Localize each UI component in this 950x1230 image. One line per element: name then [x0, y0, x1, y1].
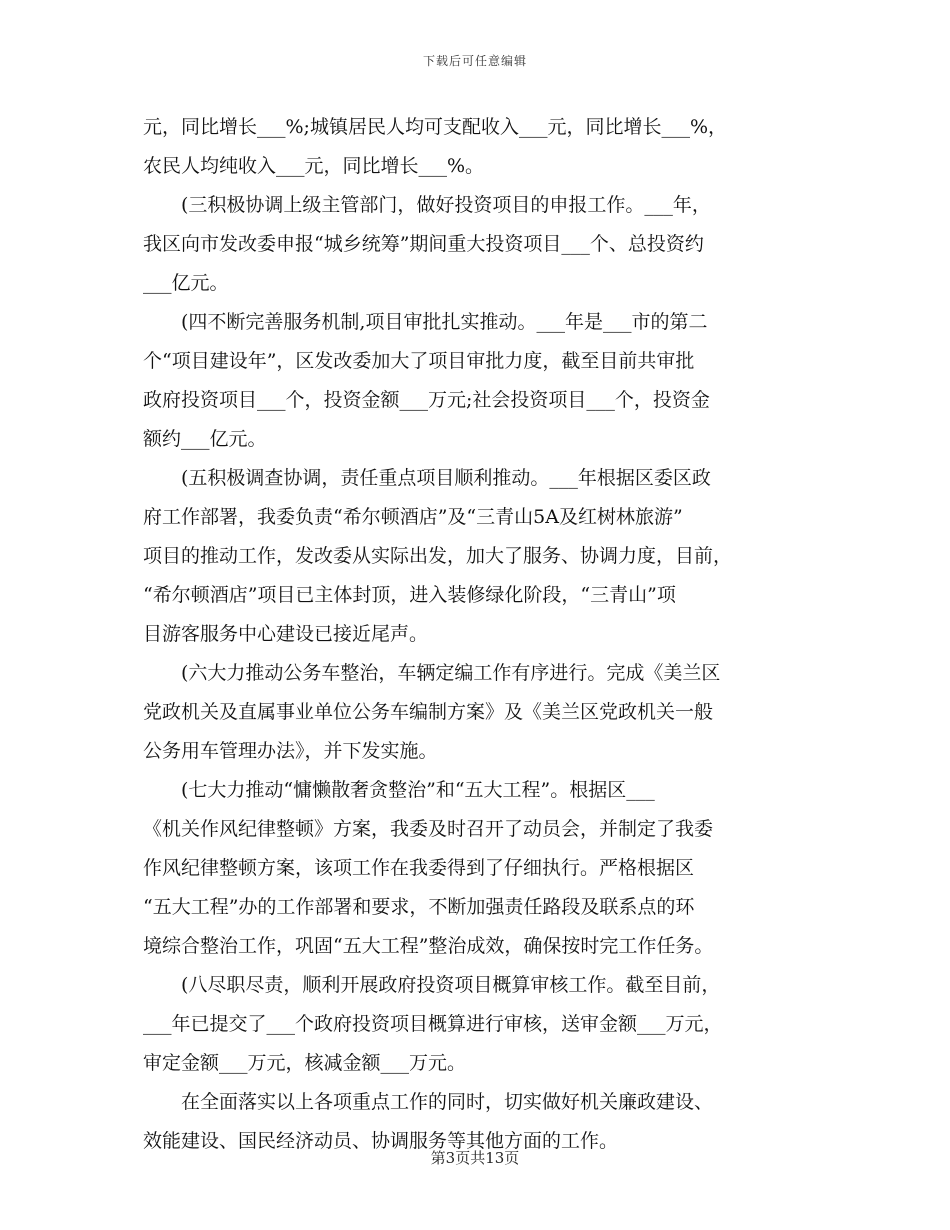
text-line: “希尔顿酒店”项目已主体封顶，进入装修绿化阶段，“三青山”项 [143, 584, 676, 606]
text-line: 在全面落实以上各项重点工作的同时，切实做好机关廉政建设、 [181, 1091, 714, 1113]
text-line: “五大工程”办的工作部署和要求，不断加强责任路段及联系点的环 [143, 896, 695, 918]
paragraph-item-8 [143, 966, 807, 1083]
text-line: 元，同比增长___%;城镇居民人均可支配收入___元，同比增长___%， [143, 116, 728, 138]
page-footer: 第3页共13页 [430, 1149, 520, 1167]
document-body [143, 108, 807, 1161]
text-line: (三积极协调上级主管部门，做好投资项目的申报工作。___年， [181, 194, 711, 216]
text-line: (六大力推动公务车整治，车辆定编工作有序进行。完成《美兰区 [181, 662, 721, 684]
text-line: 我区向市发改委申报“城乡统筹”期间重大投资项目___个、总投资约 [143, 233, 704, 255]
text-line: 额约___亿元。 [143, 428, 267, 450]
paragraph-income-stats [143, 108, 807, 186]
text-line: 境综合整治工作，巩固“五大工程”整治成效，确保按时完工作任务。 [143, 935, 714, 957]
text-line: (七大力推动“慵懒散奢贪整治”和“五大工程”。根据区___ [181, 779, 655, 801]
text-line: 公务用车管理办法》，并下发实施。 [143, 740, 438, 762]
paragraph-item-6 [143, 654, 807, 771]
text-line: 党政机关及直属事业单位公务车编制方案》及《美兰区党政机关一般 [143, 701, 714, 723]
text-line: (八尽职尽责，顺利开展政府投资项目概算审核工作。截至目前， [181, 974, 721, 996]
text-line: 效能建设、国民经济动员、协调服务等其他方面的工作。 [143, 1130, 619, 1152]
text-line: 作风纪律整顿方案，该项工作在我委得到了仔细执行。严格根据区 [143, 857, 695, 879]
text-line: 府工作部署，我委负责“希尔顿酒店”及“三青山5A及红树林旅游” [143, 506, 683, 528]
paragraph-item-4 [143, 303, 807, 459]
text-line: 项目的推动工作，发改委从实际出发，加大了服务、协调力度，目前， [143, 545, 733, 567]
text-line: ___年已提交了___个政府投资项目概算进行审核，送审金额___万元， [143, 1013, 723, 1035]
page-header: 下载后可任意编辑 [422, 54, 527, 68]
text-line: 农民人均纯收入___元，同比增长___%。 [143, 155, 485, 177]
text-line: ___亿元。 [143, 272, 229, 294]
text-line: 目游客服务中心建设已接近尾声。 [143, 623, 429, 645]
paragraph-item-7 [143, 771, 807, 966]
text-line: (四不断完善服务机制,项目审批扎实推动。___年是___市的第二 [181, 311, 708, 333]
text-line: 《机关作风纪律整顿》方案，我委及时召开了动员会，并制定了我委 [143, 818, 714, 840]
text-line: 个“项目建设年”，区发改委加大了项目审批力度，截至目前共审批 [143, 350, 695, 372]
paragraph-item-5 [143, 459, 807, 654]
paragraph-item-3 [143, 186, 807, 303]
text-line: 政府投资项目___个，投资金额___万元;社会投资项目___个，投资金 [143, 389, 710, 411]
text-line: 审定金额___万元，核减金额___万元。 [143, 1052, 467, 1074]
text-line: (五积极调查协调，责任重点项目顺利推动。___年根据区委区政 [181, 467, 711, 489]
